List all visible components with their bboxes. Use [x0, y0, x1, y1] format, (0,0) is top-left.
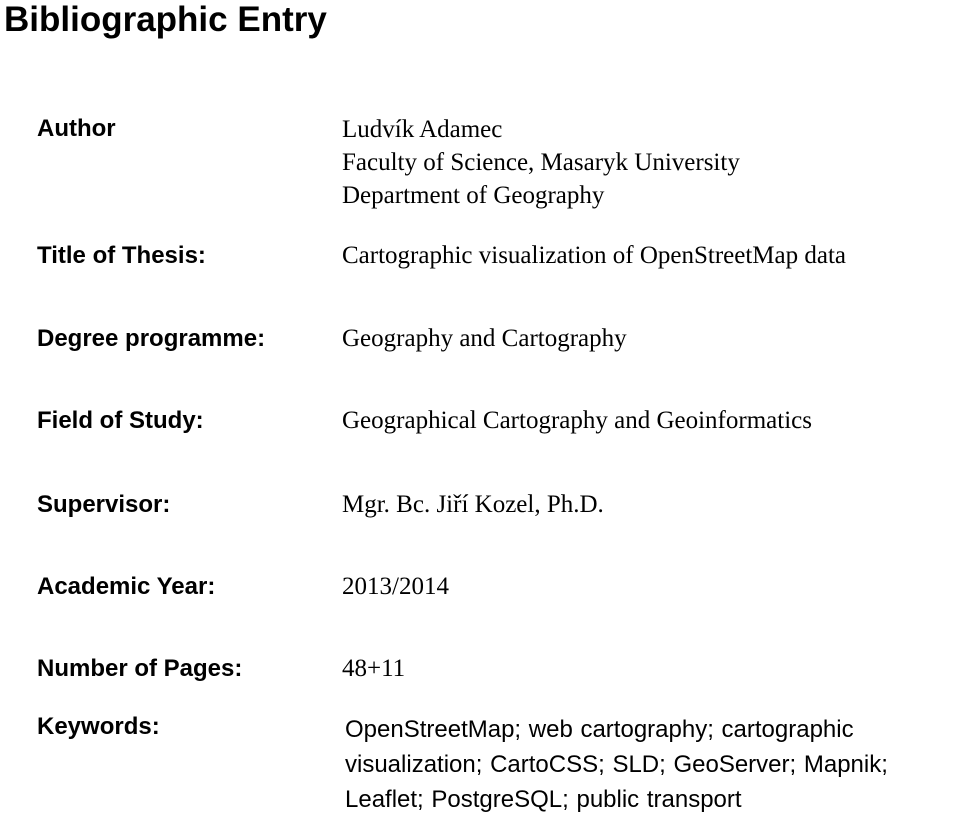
academic-year-label: Academic Year: [37, 573, 216, 600]
author-name: Ludvík Adamec [342, 116, 503, 143]
number-of-pages-label: Number of Pages: [37, 655, 243, 682]
degree-programme-label: Degree programme: [37, 325, 266, 352]
field-of-study-value: Geographical Cartography and Geoinformatics [342, 407, 812, 434]
keywords-value: OpenStreetMap; web cartography; cartographic visualization; CartoCSS; SLD; GeoServer; Mapnik; Leaflet; PostgreSQL; public transport [345, 716, 888, 813]
number-of-pages-value: 48+11 [342, 655, 406, 682]
author-value [342, 113, 740, 212]
author-department: Department of Geography [342, 182, 605, 209]
author-label: Author [37, 115, 116, 142]
field-of-study-label: Field of Study: [37, 407, 204, 434]
thesis-title-value: Cartographic visualization of OpenStreetMap data [342, 242, 847, 269]
supervisor-label: Supervisor: [37, 491, 171, 518]
keywords-label: Keywords: [37, 713, 160, 740]
page-title: Bibliographic Entry [4, 0, 327, 39]
degree-programme-value: Geography and Cartography [342, 325, 627, 352]
supervisor-value: Mgr. Bc. Jiří Kozel, Ph.D. [342, 491, 604, 518]
author-faculty: Faculty of Science, Masaryk University [342, 149, 740, 176]
thesis-title-label: Title of Thesis: [37, 242, 206, 269]
academic-year-value: 2013/2014 [342, 573, 449, 600]
